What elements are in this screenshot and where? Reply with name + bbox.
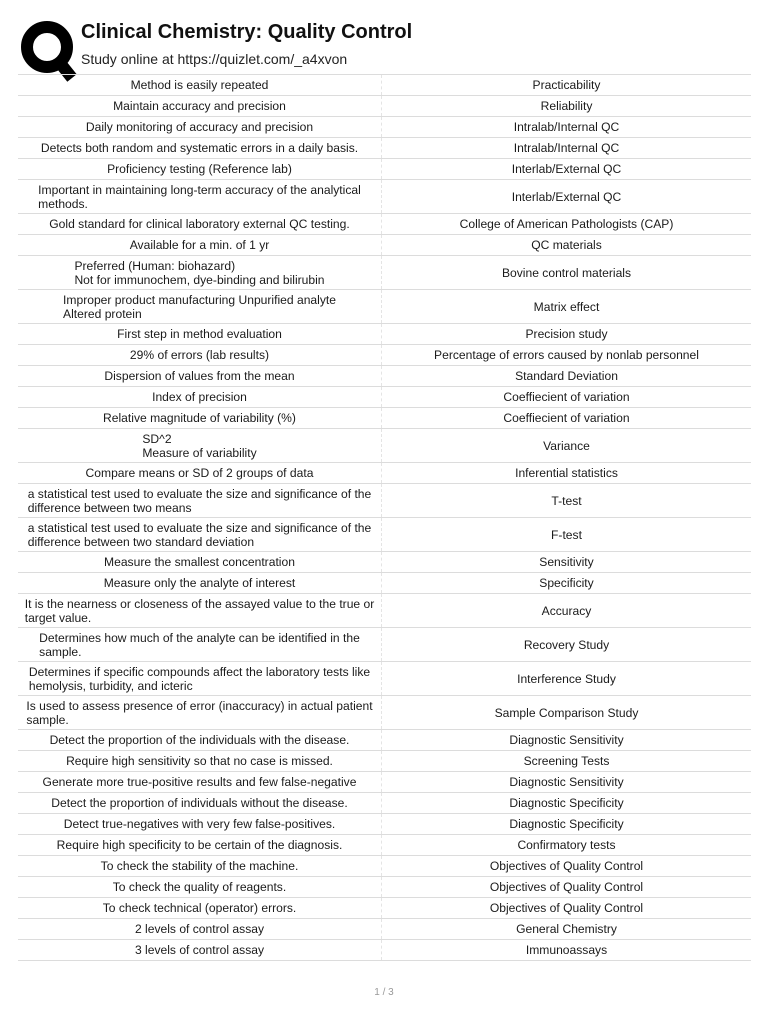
definition-cell: Percentage of errors caused by nonlab personnel (434, 348, 699, 362)
term-cell (18, 628, 382, 661)
term-text: Proficiency testing (Reference lab) (107, 162, 292, 176)
term-text: 3 levels of control assay (134, 943, 265, 957)
table-row (18, 898, 751, 919)
definition-cell: Intralab/Internal QC (513, 120, 620, 134)
page-number: 1 / 3 (374, 987, 394, 998)
definition-cell: Objectives of Quality Control (489, 859, 644, 873)
definition-cell: Interlab/External QC (511, 189, 622, 204)
term-text: Maintain accuracy and precision (113, 99, 286, 113)
definition-cell: Recovery Study (523, 637, 610, 652)
term-cell (18, 730, 382, 750)
definition-cell: Practicability (532, 78, 601, 92)
table-row (18, 877, 751, 898)
term-text: Determines if specific compounds affect the laboratory tests like hemolysis, turbidity, and icteric (28, 664, 371, 693)
term-cell (18, 919, 382, 939)
table-row (18, 856, 751, 877)
term-cell (18, 552, 382, 572)
term-cell (18, 214, 382, 234)
definition-cell: Sample Comparison Study (494, 705, 639, 720)
term-cell (18, 290, 382, 323)
term-text: Generate more true-positive results and few false-negative (42, 775, 357, 789)
table-row (18, 919, 751, 940)
term-text: Compare means or SD of 2 groups of data (85, 466, 314, 480)
term-text: Available for a min. of 1 yr (129, 238, 270, 252)
definition-cell: Variance (543, 438, 590, 453)
term-cell (18, 138, 382, 158)
term-text: Preferred (Human: biohazard) Not for immunochem, dye-binding and bilirubin (74, 258, 325, 287)
definition-cell: Interference Study (517, 671, 616, 686)
flashcard-table (18, 74, 751, 961)
term-text: SD^2 Measure of variability (142, 431, 257, 460)
table-row (18, 594, 751, 628)
term-cell (18, 814, 382, 834)
table-row (18, 138, 751, 159)
table-row (18, 345, 751, 366)
definition-cell: Objectives of Quality Control (489, 880, 644, 894)
term-text: Determines how much of the analyte can be identified in the sample. (39, 630, 360, 659)
term-cell (18, 898, 382, 918)
term-cell (18, 159, 382, 179)
term-cell (18, 484, 382, 517)
table-row (18, 463, 751, 484)
table-row (18, 518, 751, 552)
term-text: Relative magnitude of variability (%) (103, 411, 296, 425)
term-text: Require high sensitivity so that no case is missed. (66, 754, 333, 768)
table-row (18, 290, 751, 324)
term-text: Daily monitoring of accuracy and precision (85, 120, 314, 134)
term-text: Is used to assess presence of error (inaccuracy) in actual patient sample. (26, 698, 373, 727)
term-cell (18, 463, 382, 483)
table-row (18, 117, 751, 138)
term-cell (18, 594, 382, 627)
table-row (18, 235, 751, 256)
term-text: Detect the proportion of the individuals with the disease. (49, 733, 350, 747)
table-row (18, 159, 751, 180)
table-row (18, 772, 751, 793)
table-row (18, 324, 751, 345)
definition-cell: General Chemistry (516, 922, 617, 936)
table-row (18, 214, 751, 235)
table-row (18, 835, 751, 856)
term-cell (18, 877, 382, 897)
definition-cell: Specificity (539, 576, 594, 590)
table-row (18, 256, 751, 290)
definition-cell: Interlab/External QC (511, 162, 622, 176)
term-cell (18, 662, 382, 695)
term-text: Require high specificity to be certain of the diagnosis. (56, 838, 343, 852)
definition-cell: Matrix effect (533, 299, 600, 314)
table-row (18, 484, 751, 518)
table-row (18, 814, 751, 835)
term-text: It is the nearness or closeness of the assayed value to the true or target value. (24, 596, 375, 625)
definition-cell: Immunoassays (525, 943, 608, 957)
term-text: To check the stability of the machine. (100, 859, 299, 873)
document-header (18, 16, 758, 74)
term-cell (18, 573, 382, 593)
term-text: Detects both random and systematic errors in a daily basis. (40, 141, 359, 155)
term-cell (18, 345, 382, 365)
term-cell (18, 696, 382, 729)
definition-cell: Diagnostic Specificity (509, 796, 624, 810)
definition-cell: Sensitivity (539, 555, 594, 569)
definition-cell: Coeffiecient of variation (503, 411, 630, 425)
term-cell (18, 180, 382, 213)
term-cell (18, 518, 382, 551)
quizlet-logo-icon (20, 20, 80, 82)
definition-cell: F-test (551, 527, 582, 542)
definition-cell: College of American Pathologists (CAP) (459, 217, 674, 231)
term-text: Improper product manufacturing Unpurified analyte Altered protein (63, 292, 336, 321)
table-row (18, 730, 751, 751)
table-row (18, 552, 751, 573)
term-text: To check technical (operator) errors. (102, 901, 297, 915)
table-row (18, 408, 751, 429)
term-text: To check the quality of reagents. (112, 880, 287, 894)
term-text: 29% of errors (lab results) (129, 348, 270, 362)
term-text: a statistical test used to evaluate the size and significance of the difference between two means (27, 486, 372, 515)
term-cell (18, 366, 382, 386)
definition-cell: Standard Deviation (515, 369, 618, 383)
term-text: Measure only the analyte of interest (103, 576, 296, 590)
term-cell (18, 940, 382, 960)
page-title: Clinical Chemistry: Quality Control (81, 21, 413, 43)
term-text: Gold standard for clinical laboratory external QC testing. (49, 217, 350, 231)
term-cell (18, 387, 382, 407)
term-cell (18, 324, 382, 344)
term-cell (18, 96, 382, 116)
term-text: Dispersion of values from the mean (104, 369, 295, 383)
term-text: Detect the proportion of individuals without the disease. (51, 796, 348, 810)
table-row (18, 387, 751, 408)
table-row (18, 940, 751, 961)
term-cell (18, 235, 382, 255)
term-text: First step in method evaluation (117, 327, 282, 341)
definition-cell: Accuracy (541, 603, 592, 618)
term-cell (18, 408, 382, 428)
definition-cell: T-test (551, 493, 582, 508)
term-text: Method is easily repeated (130, 78, 269, 92)
definition-cell: Bovine control materials (501, 265, 632, 280)
term-cell (18, 772, 382, 792)
definition-cell: Objectives of Quality Control (489, 901, 644, 915)
table-row (18, 628, 751, 662)
definition-cell: QC materials (531, 238, 602, 252)
table-row (18, 180, 751, 214)
table-row (18, 573, 751, 594)
definition-cell: Diagnostic Sensitivity (509, 733, 624, 747)
term-cell (18, 429, 382, 462)
table-row (18, 366, 751, 387)
term-cell (18, 256, 382, 289)
table-row (18, 74, 751, 96)
definition-cell: Inferential statistics (515, 466, 618, 480)
table-row (18, 696, 751, 730)
table-row (18, 96, 751, 117)
term-text: Detect true-negatives with very few false-positives. (63, 817, 336, 831)
term-text: Measure the smallest concentration (104, 555, 295, 569)
definition-cell: Diagnostic Specificity (509, 817, 624, 831)
definition-cell: Confirmatory tests (517, 838, 616, 852)
term-cell (18, 835, 382, 855)
study-link[interactable]: Study online at https://quizlet.com/_a4xvon (81, 51, 348, 67)
definition-cell: Coeffiecient of variation (503, 390, 630, 404)
term-cell (18, 751, 382, 771)
definition-cell: Precision study (525, 327, 608, 341)
definition-cell: Screening Tests (523, 754, 610, 768)
term-text: Important in maintaining long-term accuracy of the analytical methods. (38, 182, 361, 211)
term-cell (18, 117, 382, 137)
table-row (18, 751, 751, 772)
term-text: Index of precision (152, 390, 247, 404)
term-text: 2 levels of control assay (134, 922, 265, 936)
term-cell (18, 793, 382, 813)
definition-cell: Intralab/Internal QC (513, 141, 620, 155)
table-row (18, 662, 751, 696)
term-text: a statistical test used to evaluate the size and significance of the difference between two standard deviation (27, 520, 372, 549)
term-cell (18, 75, 382, 95)
table-row (18, 429, 751, 463)
definition-cell: Diagnostic Sensitivity (509, 775, 624, 789)
definition-cell: Reliability (540, 99, 593, 113)
table-row (18, 793, 751, 814)
term-cell (18, 856, 382, 876)
